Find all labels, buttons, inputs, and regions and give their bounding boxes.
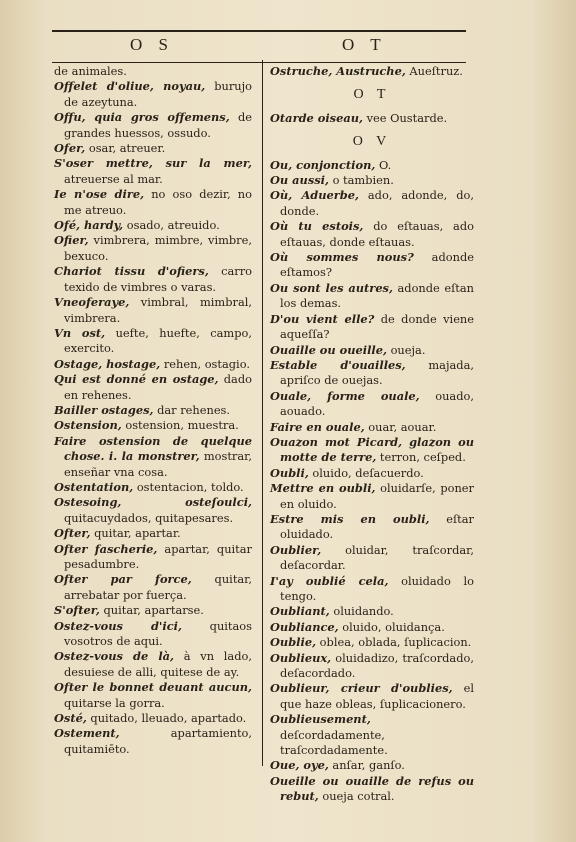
dictionary-entry [270, 620, 474, 635]
dictionary-entry [54, 603, 252, 618]
section-heading-ot: O T [353, 87, 391, 103]
dictionary-entry [54, 480, 252, 495]
entry-translation: anſar, ganſo. [328, 758, 405, 773]
entry-translation: el que haze obleas, ſuplicacionero. [280, 681, 474, 711]
dictionary-entry [270, 358, 474, 389]
entry-headword: Ostage, hostage, [54, 356, 161, 371]
entry-headword: Ofter, [54, 526, 91, 541]
entry-translation: Aueſtruz. [405, 64, 463, 78]
entry-headword: Oublieux, [270, 650, 332, 665]
entry-headword: Ostentation, [54, 479, 134, 494]
dictionary-entry [54, 326, 252, 357]
entry-headword: Mettre en oubli, [270, 481, 376, 496]
dictionary-entry [270, 173, 474, 188]
dictionary-entry [270, 466, 474, 481]
entry-headword: Oue, oye, [270, 758, 329, 773]
column-divider [262, 60, 263, 766]
entry-headword: Ostement, [54, 726, 120, 741]
entry-headword: Bailler ostages, [54, 402, 154, 417]
entry-translation: eſtar oluidado. [280, 511, 474, 542]
entry-headword: Oubli, [270, 465, 309, 480]
entry-headword: Osté, [54, 711, 87, 726]
dictionary-entry [54, 526, 252, 541]
dictionary-entry [54, 110, 252, 141]
entry-translation: adonde eſtamos? [280, 250, 474, 280]
dictionary-entry [54, 542, 252, 573]
entry-headword: Estable d'ouailles, [270, 357, 406, 372]
entry-translation: o tambien. [328, 173, 394, 188]
dictionary-entry [270, 651, 474, 682]
entry-translation: apartamiento, quitamiēto. [64, 726, 252, 756]
entry-translation: osado, atreuido. [123, 218, 220, 233]
dictionary-entry [54, 649, 252, 680]
dictionary-entry [270, 712, 474, 758]
dictionary-entry [54, 619, 252, 650]
entry-translation: ostension, muestra. [121, 418, 239, 433]
entry-translation: vee Oustarde. [362, 110, 448, 125]
right-column-top [270, 64, 474, 79]
dictionary-entry [54, 572, 252, 603]
entry-translation: do eſtauas, ado eſtauas, donde eſtauas. [280, 219, 474, 249]
entry-headword: Ou sont les autres, [270, 280, 393, 295]
right-column [270, 64, 474, 805]
entry-headword: Ofter par force, [54, 572, 192, 587]
dictionary-entry [54, 357, 252, 372]
entry-translation: O. [375, 157, 392, 172]
left-column [54, 64, 252, 757]
entry-translation: adonde eſtan los demas. [280, 280, 474, 311]
running-header [52, 30, 466, 63]
entry-headword: Ou, conjonction, [270, 157, 376, 172]
entry-headword: Chariot tissu d'ofiers, [54, 264, 209, 279]
entry-headword: Ouale, forme ouale, [270, 388, 420, 403]
section-heading-ov: O V [352, 134, 392, 150]
entry-translation: ouado, aouado. [280, 388, 474, 419]
dictionary-entry [54, 403, 252, 418]
entry-headword: Où, Aduerbe, [270, 188, 359, 203]
entry-headword: Otarde oiseau, [270, 110, 363, 125]
dictionary-entry [270, 389, 474, 420]
dictionary-entry [270, 420, 474, 435]
entry-translation: osar, atreuer. [85, 141, 166, 156]
entry-headword: Oublieusement, [270, 712, 371, 727]
entry-headword: Oubliance, [270, 619, 339, 634]
entry-headword: Offu, quia gros offemens, [54, 110, 230, 125]
entry-translation: ostentacion, toldo. [133, 479, 244, 494]
dictionary-entry [270, 543, 474, 574]
dictionary-entry [54, 264, 252, 295]
dictionary-entry [54, 141, 252, 156]
entry-translation: deſcordadamente, traſcordadamente. [280, 727, 388, 758]
entry-translation: rehen, ostagio. [160, 356, 250, 371]
entry-translation: majada, apriſco de ouejas. [280, 357, 474, 388]
dictionary-entry [54, 156, 252, 187]
entry-headword: Ofter fascherie, [54, 541, 158, 556]
dictionary-entry [270, 481, 474, 512]
dictionary-entry [270, 574, 474, 605]
entry-translation: quitar, arrebatar por fuerça. [64, 572, 252, 602]
entry-headword: Estre mis en oubli, [270, 511, 430, 526]
entry-translation: quitar, apartarse. [99, 603, 204, 618]
entry-translation: quitarse la gorra. [64, 695, 165, 710]
entry-translation: de grandes huessos, ossudo. [64, 110, 252, 140]
dictionary-entry [54, 711, 252, 726]
entry-headword: Faire en ouale, [270, 419, 365, 434]
entry-headword: D'ou vient elle? [270, 311, 375, 326]
entry-headword: I'ay oublié cela, [270, 573, 389, 588]
dictionary-entry [54, 187, 252, 218]
entry-headword: Qui est donné en ostage, [54, 372, 219, 387]
entry-headword: Ofier, [54, 233, 89, 248]
entry-translation: oluidarſe, poner en oluido. [280, 481, 474, 511]
entry-translation: de animales. [54, 64, 127, 78]
dictionary-entry [54, 372, 252, 403]
entry-headword: Ofer, [54, 141, 86, 156]
entry-headword: Ostez-vous de là, [54, 649, 174, 664]
entry-headword: Faire ostension de quelque chose. i. la monstrer, [54, 433, 252, 464]
entry-translation: ado, adonde, do, donde. [280, 188, 474, 218]
entry-headword: Ou aussi, [270, 173, 329, 188]
entry-translation: quitaos vosotros de aqui. [64, 618, 252, 649]
dictionary-entry [270, 604, 474, 619]
entry-translation: quitacuydados, quitapesares. [64, 510, 234, 525]
dictionary-entry [270, 312, 474, 343]
dictionary-entry [270, 281, 474, 312]
entry-headword: Offelet d'oliue, noyau, [54, 79, 206, 94]
entry-translation: de donde viene aqueſſa? [280, 311, 475, 342]
entry-headword: Ouaille ou oueille, [270, 342, 387, 357]
dictionary-entry [270, 758, 474, 773]
entry-translation: quitar, apartar. [90, 526, 181, 541]
entry-headword: Vn ost, [54, 325, 106, 340]
dictionary-entry [54, 495, 252, 526]
dictionary-entry [54, 79, 252, 110]
entry-headword: Oubliant, [270, 604, 330, 619]
entry-headword: Où tu estois, [270, 219, 364, 234]
entry-headword: Ofter le bonnet deuant aucun, [54, 680, 252, 695]
entry-translation: oluido, deſacuerdo. [308, 465, 424, 480]
dictionary-entry [270, 188, 474, 219]
entry-translation: vimbral, mimbral, vimbrera. [64, 295, 252, 325]
dictionary-entry [270, 250, 474, 281]
entry-translation: oblea, oblada, ſuplicacion. [316, 635, 472, 650]
entry-headword: Ostesoing, osteſoulci, [54, 495, 252, 510]
entry-translation: oueja. [386, 342, 426, 357]
entry-headword: Oublieur, crieur d'oublies, [270, 681, 453, 696]
dictionary-entry [54, 218, 252, 233]
entry-headword: Ouazon mot Picard, glazon ou motte de terre, [270, 434, 474, 465]
dictionary-entry [54, 233, 252, 264]
dictionary-entry [270, 774, 474, 805]
entry-translation: apartar, quitar pesadumbre. [64, 541, 252, 571]
dictionary-entry [270, 158, 474, 173]
entry-headword: Ostez-vous d'ici, [54, 618, 182, 633]
right-column-bottom [270, 158, 474, 805]
dictionary-entry [270, 111, 474, 126]
entry-headword: Ofé, hardy, [54, 218, 124, 233]
entry-translation: mostrar, enseñar vna cosa. [64, 449, 252, 479]
entry-headword: Vneoferaye, [54, 295, 130, 310]
dictionary-entry [270, 343, 474, 358]
right-column-mid [270, 111, 474, 126]
dictionary-entry [54, 434, 252, 480]
entry-translation: burujo de azeytuna. [64, 79, 252, 109]
entry-translation: terron, ceſped. [376, 450, 466, 465]
entry-headword: Ostruche, Austruche, [270, 64, 406, 78]
entry-translation: no oso dezir, no me atreuo. [64, 187, 253, 217]
entry-translation: oluido, oluidança. [338, 619, 445, 634]
dictionary-entry [54, 418, 252, 433]
entry-headword: S'ofter, [54, 603, 100, 618]
dictionary-entry [54, 64, 252, 79]
entry-translation: oluidar, traſcordar, deſacordar. [280, 542, 474, 573]
entry-translation: uefte, huefte, campo, exercito. [64, 325, 252, 356]
entry-translation: à vn lado, desuiese de alli, quitese de ay. [64, 649, 252, 679]
entry-headword: S'oser mettre, sur la mer, [54, 156, 252, 171]
entry-headword: Oublie, [270, 635, 317, 650]
entry-translation: oluidadizo, traſcordado, deſacordado. [280, 650, 474, 681]
entry-translation: dar rehenes. [153, 402, 231, 417]
entry-translation: oluidado lo tengo. [280, 573, 474, 603]
dictionary-entry [270, 64, 474, 79]
entry-translation: oueja cotral. [318, 789, 395, 804]
entry-translation: carro texido de vimbres o varas. [64, 264, 253, 294]
dictionary-entry [270, 512, 474, 543]
entry-translation: vimbrera, mimbre, vimbre, bexuco. [64, 233, 252, 263]
header-right: O T [342, 35, 387, 54]
entry-headword: Oublier, [270, 542, 322, 557]
dictionary-entry [54, 680, 252, 711]
entry-translation: ouar, aouar. [364, 419, 437, 434]
entry-translation: dado en rehenes. [64, 372, 253, 402]
entry-headword: Où sommes nous? [270, 250, 414, 265]
header-left: O S [130, 35, 174, 54]
entry-translation: atreuerse al mar. [64, 171, 163, 186]
entry-headword: Ostension, [54, 418, 122, 433]
dictionary-entry [54, 295, 252, 326]
entry-headword: Oueille ou ouaille de refus ou rebut, [270, 773, 474, 804]
entry-translation: quitado, lleuado, apartado. [86, 711, 247, 726]
dictionary-entry [54, 726, 252, 757]
dictionary-entry [270, 219, 474, 250]
dictionary-entry [270, 681, 474, 712]
entry-translation: oluidando. [329, 604, 394, 619]
entry-headword: Ie n'ose dire, [54, 187, 145, 202]
dictionary-entry [270, 435, 474, 466]
dictionary-entry [270, 635, 474, 650]
